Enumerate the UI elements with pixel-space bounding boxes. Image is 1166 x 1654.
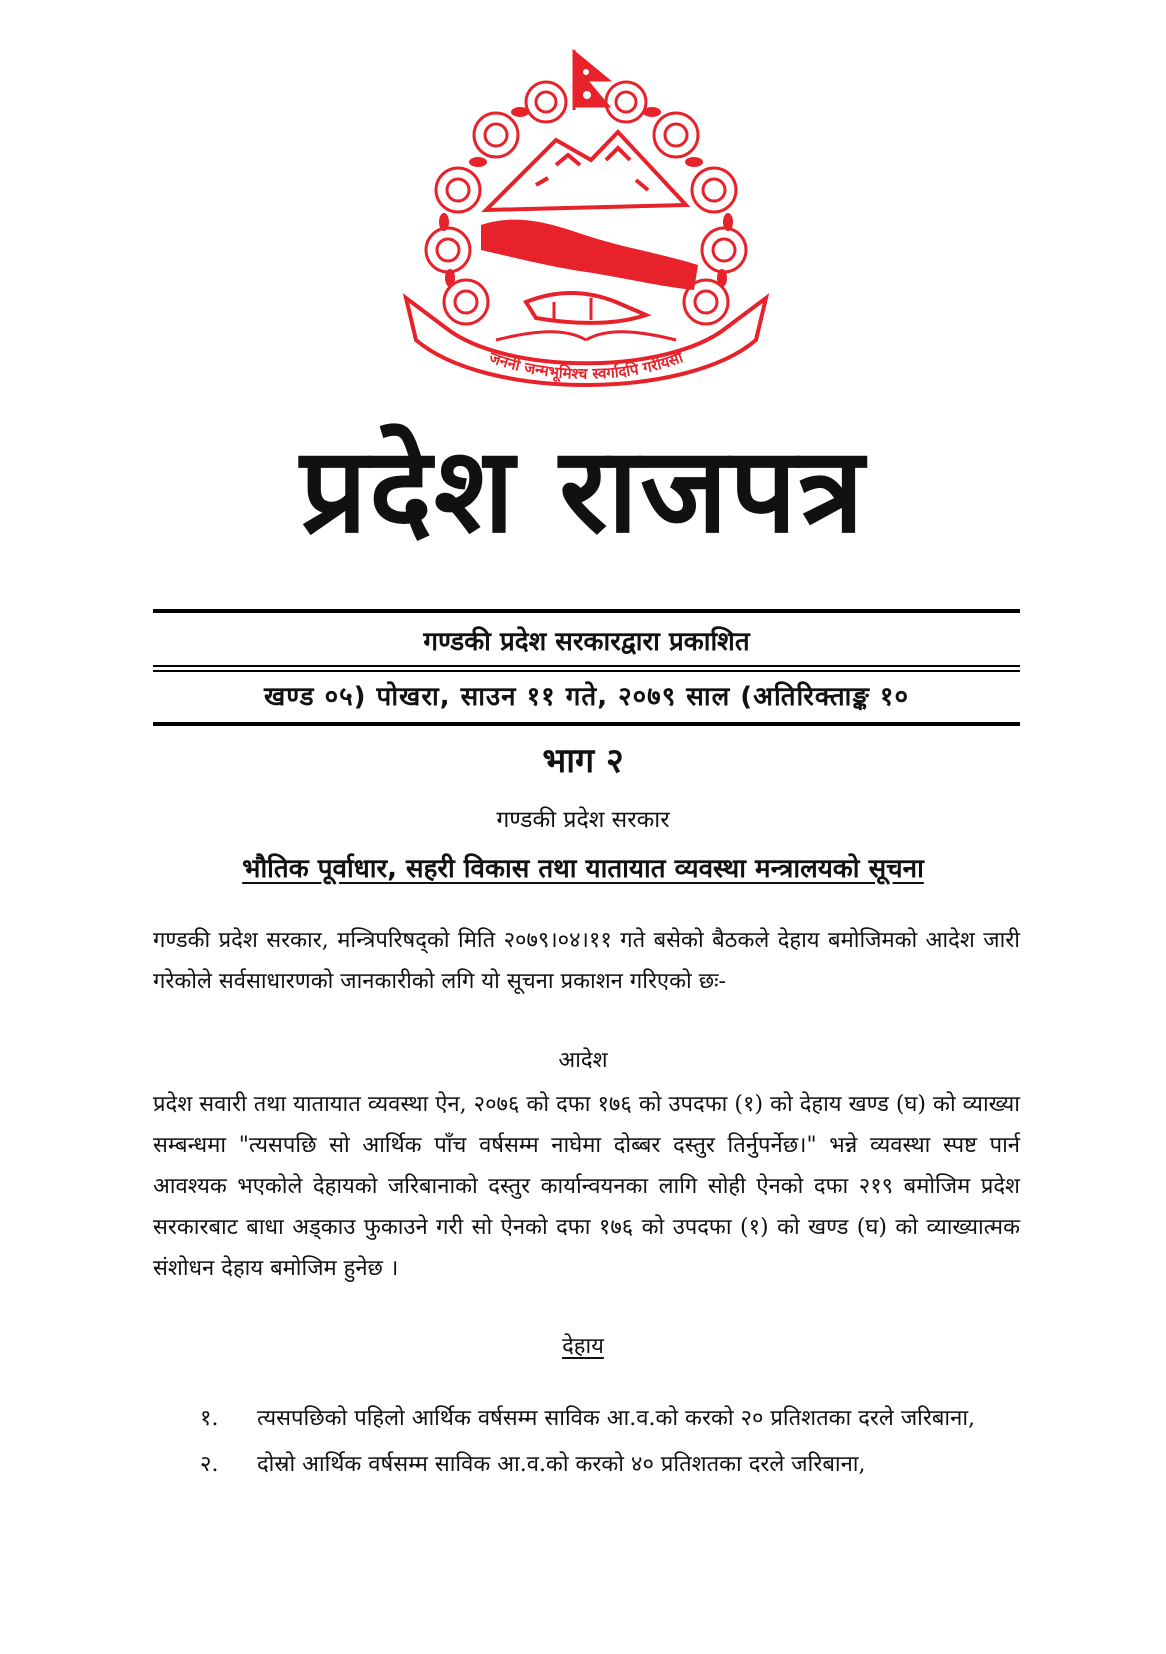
double-rule-bottom: [153, 670, 1020, 672]
order-heading: आदेश: [558, 1048, 608, 1073]
list-item-number: १.: [200, 1406, 219, 1431]
order-paragraph: प्रदेश सवारी तथा यातायात व्यवस्था ऐन, २०७६ को दफा १७६ को उपदफा (१) को देहाय खण्ड (घ) को व्याख्या सम्बन्धमा "त्यसपछि सो आर्थिक पाँच वर्षसम्म नाघेमा दोब्बर दस्तुर तिर्नुपर्नेछ।" भन्ने व्यवस्था स्पष्ट पार्न आवश्यक भएकोले देहायको जरिबानाको दस्तुर कार्यान्वयनका लागि सोही ऐनको दफा २१९ बमोजिम प्रदेश सरकारबाट बाधा अड्काउ फुकाउने गरी सो ऐनको दफा १७६ को उपदफा (१) को खण्ड (घ) को व्याख्यात्मक संशोधन देहाय बमोजिम हुनेछ ।: [153, 1092, 1020, 1281]
list-item: [200, 1442, 1020, 1488]
notice-title: [0, 849, 1166, 885]
list-item-text: दोस्रो आर्थिक वर्षसम्म साविक आ.व.को करको ४० प्रतिशतका दरले जरिबाना,: [257, 1452, 866, 1477]
schedule-heading-text: देहाय: [562, 1334, 604, 1359]
intro-paragraph: गण्डकी प्रदेश सरकार, मन्त्रिपरिषद्को मिति २०७९।०४।११ गते बसेको बैठकले देहाय बमोजिमको आदेश जारी गरेकोले सर्वसाधारणको जानकारीको लगि यो सूचना प्रकाशन गरिएको छः-: [153, 928, 1020, 994]
bottom-rule: [153, 722, 1020, 726]
emblem-motto: जननी जन्मभूमिश्च स्वर्गादपि गरीयसी: [486, 348, 686, 383]
part-label: भाग २: [542, 741, 624, 781]
edition-line: खण्ड ०५) पोखरा, साउन ११ गते, २०७९ साल (अतिरिक्ताङ्क १०: [264, 682, 909, 712]
nepal-coat-of-arms-icon: [386, 40, 786, 410]
list-item-number: २.: [200, 1452, 219, 1477]
gazette-masthead: प्रदेश राजपत्र: [300, 421, 866, 559]
publisher-line: गण्डकी प्रदेश सरकारद्वारा प्रकाशित: [423, 627, 750, 657]
schedule-heading: [0, 1330, 1166, 1360]
schedule-list: [200, 1396, 1020, 1488]
top-rule: [153, 609, 1020, 613]
notice-title-text: भौतिक पूर्वाधार, सहरी विकास तथा यातायात व्यवस्था मन्त्रालयको सूचना: [242, 854, 924, 884]
government-name: गण्डकी प्रदेश सरकार: [496, 807, 670, 833]
double-rule-top: [153, 665, 1020, 667]
list-item: [200, 1396, 1020, 1442]
list-item-text: त्यसपछिको पहिलो आर्थिक वर्षसम्म साविक आ.व.को करको २० प्रतिशतका दरले जरिबाना,: [257, 1406, 976, 1431]
